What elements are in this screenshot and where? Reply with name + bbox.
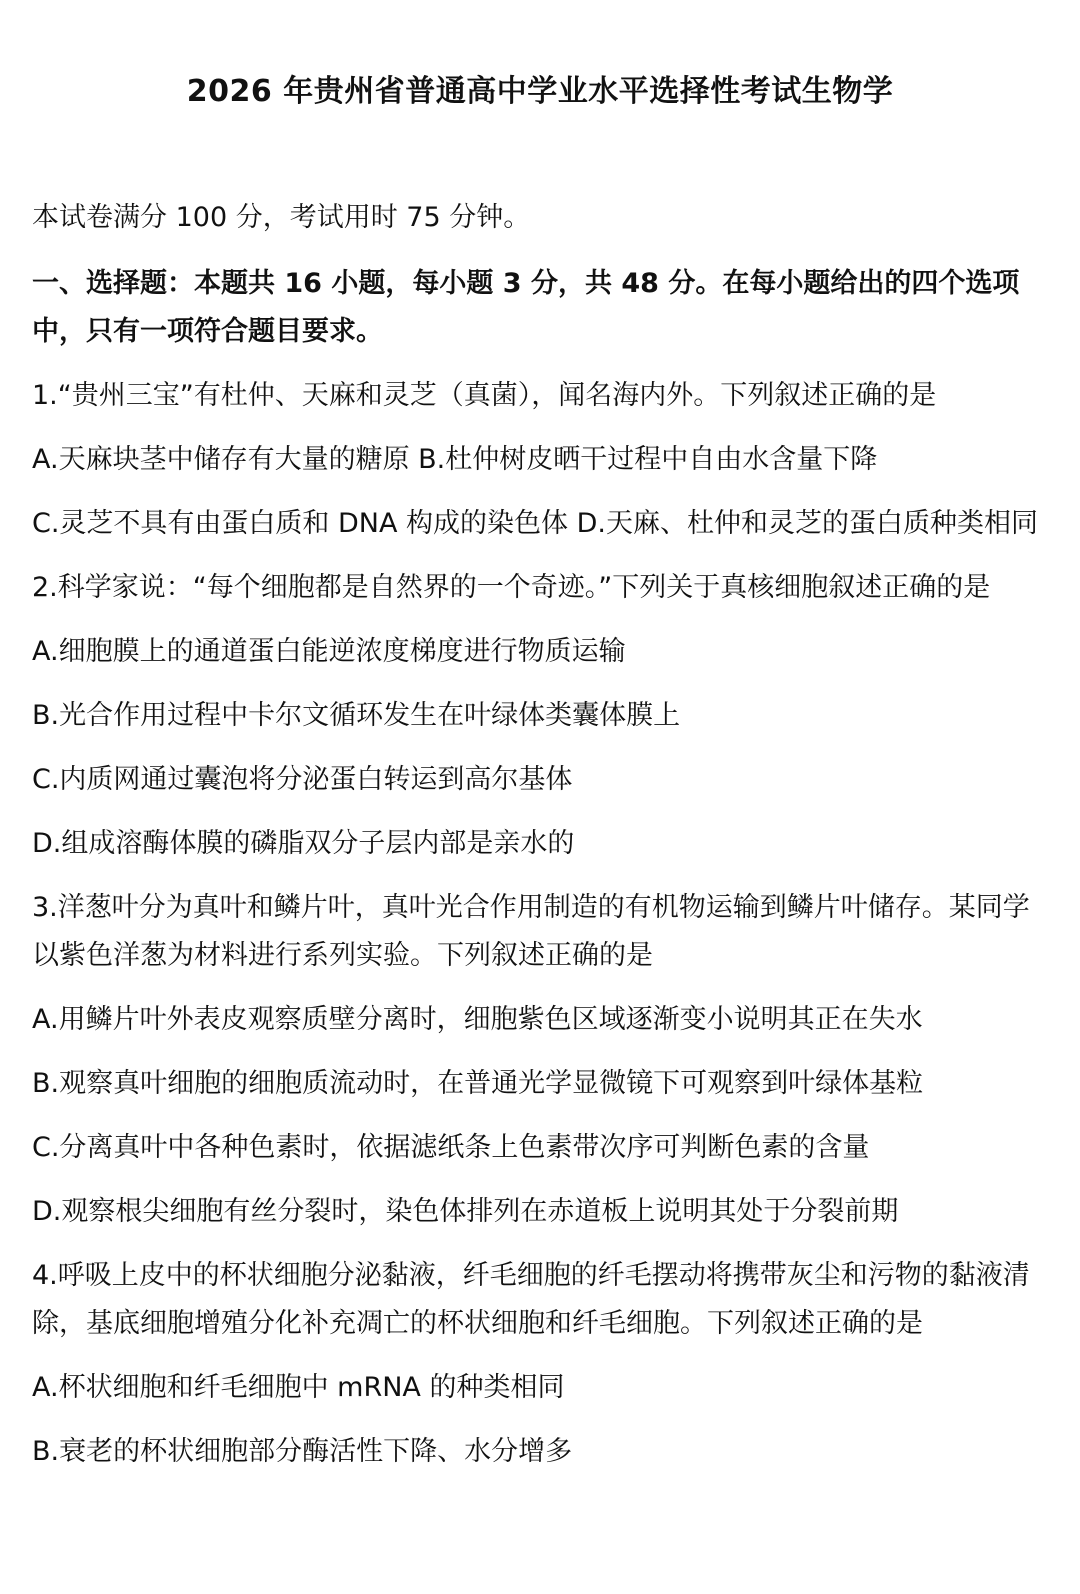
question-3-option-a: A.用鳞片叶外表皮观察质壁分离时，细胞紫色区域逐渐变小说明其正在失水 <box>32 1004 923 1035</box>
exam-content <box>32 194 1052 1492</box>
question-3-option-b: B.观察真叶细胞的细胞质流动时，在普通光学显微镜下可观察到叶绿体基粒 <box>32 1068 924 1099</box>
section-heading: 一、选择题：本题共 16 小题，每小题 3 分，共 48 分。在每小题给出的四个选项中，只有一项符合题目要求。 <box>32 268 1020 347</box>
question-2-option-a: A.细胞膜上的通道蛋白能逆浓度梯度进行物质运输 <box>32 636 626 667</box>
exam-title: 2026 年贵州省普通高中学业水平选择性考试生物学 <box>186 74 894 109</box>
question-1-options-ab: A.天麻块茎中储存有大量的糖原 B.杜仲树皮晒干过程中自由水含量下降 <box>32 444 878 475</box>
question-3-stem: 3.洋葱叶分为真叶和鳞片叶，真叶光合作用制造的有机物运输到鳞片叶储存。某同学以紫色洋葱为材料进行系列实验。下列叙述正确的是 <box>32 892 1030 971</box>
exam-intro: 本试卷满分 100 分，考试用时 75 分钟。 <box>32 202 531 233</box>
question-4-option-a: A.杯状细胞和纤毛细胞中 mRNA 的种类相同 <box>32 1372 565 1403</box>
question-2-option-d: D.组成溶酶体膜的磷脂双分子层内部是亲水的 <box>32 828 575 859</box>
question-2-option-b: B.光合作用过程中卡尔文循环发生在叶绿体类囊体膜上 <box>32 700 681 731</box>
question-3-option-c: C.分离真叶中各种色素时，依据滤纸条上色素带次序可判断色素的含量 <box>32 1132 870 1163</box>
question-3-option-d: D.观察根尖细胞有丝分裂时，染色体排列在赤道板上说明其处于分裂前期 <box>32 1196 899 1227</box>
question-1-stem: 1.“贵州三宝”有杜仲、天麻和灵芝（真菌），闻名海内外。下列叙述正确的是 <box>32 380 937 411</box>
question-4-stem: 4.呼吸上皮中的杯状细胞分泌黏液，纤毛细胞的纤毛摆动将携带灰尘和污物的黏液清除，基底细胞增殖分化补充凋亡的杯状细胞和纤毛细胞。下列叙述正确的是 <box>32 1260 1030 1339</box>
question-1-options-cd: C.灵芝不具有由蛋白质和 DNA 构成的染色体 D.天麻、杜仲和灵芝的蛋白质种类相同 <box>32 508 1039 539</box>
question-2-stem: 2.科学家说：“每个细胞都是自然界的一个奇迹。”下列关于真核细胞叙述正确的是 <box>32 572 991 603</box>
question-4-option-b: B.衰老的杯状细胞部分酶活性下降、水分增多 <box>32 1436 573 1467</box>
question-2-option-c: C.内质网通过囊泡将分泌蛋白转运到高尔基体 <box>32 764 573 795</box>
